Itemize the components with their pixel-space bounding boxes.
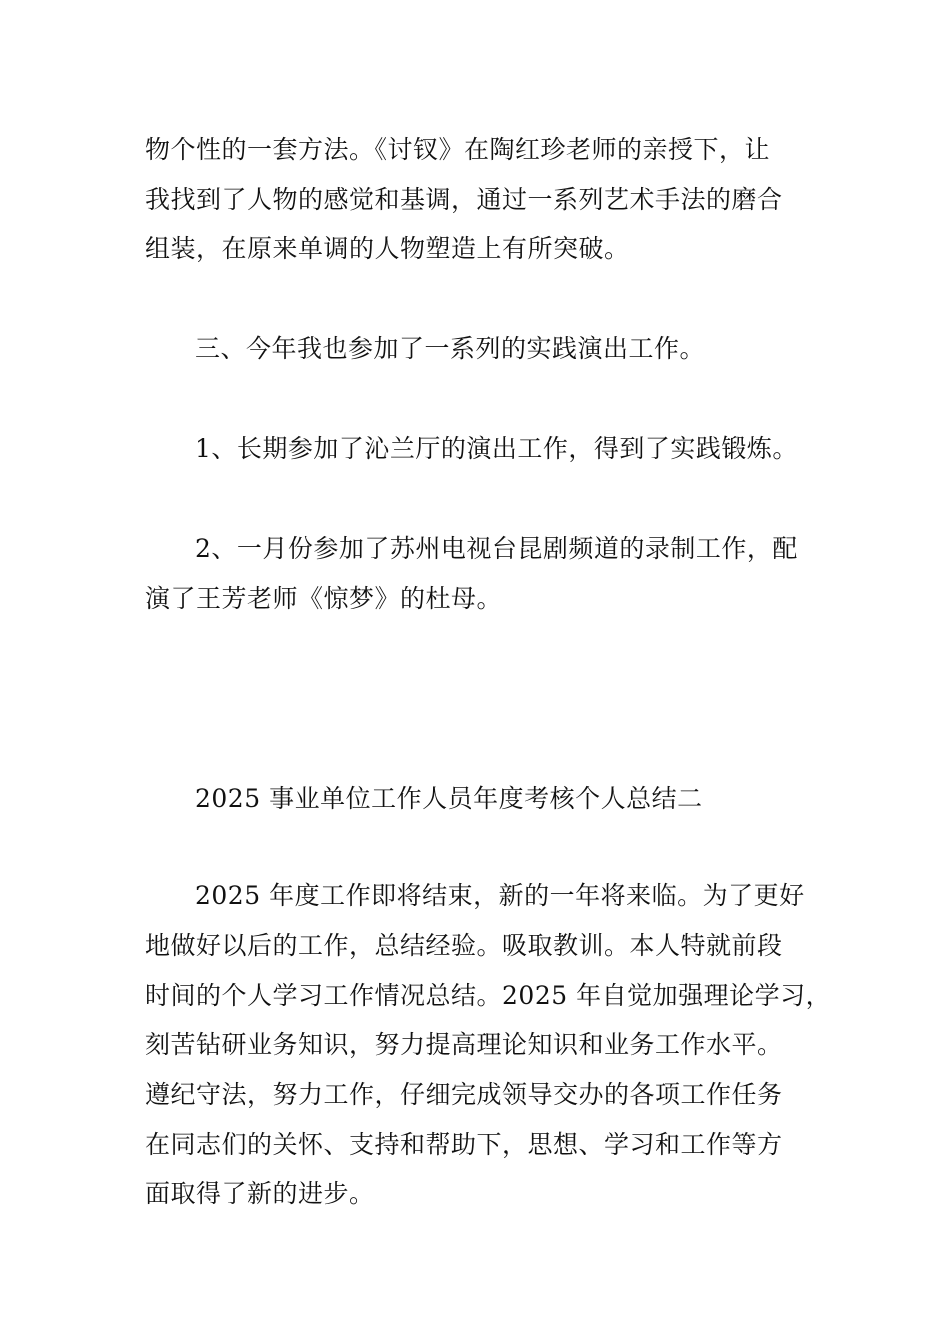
document-title: 2025 事业单位工作人员年度考核个人总结二: [195, 784, 703, 813]
list-item: 2、一月份参加了苏州电视台昆剧频道的录制工作，配: [195, 534, 798, 563]
list-item-continuation: 演了王芳老师《惊梦》的杜母。: [145, 584, 503, 613]
paragraph-line: 组装，在原来单调的人物塑造上有所突破。: [145, 234, 630, 263]
paragraph-line: 物个性的一套方法。《讨钗》在陶红珍老师的亲授下，让: [145, 135, 771, 164]
paragraph-line: 我找到了人物的感觉和基调，通过一系列艺术手法的磨合: [145, 185, 783, 214]
paragraph-line: 地做好以后的工作，总结经验。吸取教训。本人特就前段: [145, 931, 783, 960]
paragraph-line: 2025 年度工作即将结束，新的一年将来临。为了更好: [195, 881, 805, 910]
paragraph-line: 在同志们的关怀、支持和帮助下，思想、学习和工作等方: [145, 1130, 783, 1159]
paragraph-line: 遵纪守法，努力工作，仔细完成领导交办的各项工作任务: [145, 1080, 783, 1109]
paragraph-line: 时间的个人学习工作情况总结。2025 年自觉加强理论学习，: [145, 981, 832, 1010]
paragraph-line: 面取得了新的进步。: [145, 1179, 375, 1208]
section-heading: 三、今年我也参加了一系列的实践演出工作。: [195, 334, 706, 363]
paragraph-line: 刻苦钻研业务知识，努力提高理论知识和业务工作水平。: [145, 1030, 783, 1059]
list-item: 1、长期参加了沁兰厅的演出工作，得到了实践锻炼。: [195, 434, 798, 463]
